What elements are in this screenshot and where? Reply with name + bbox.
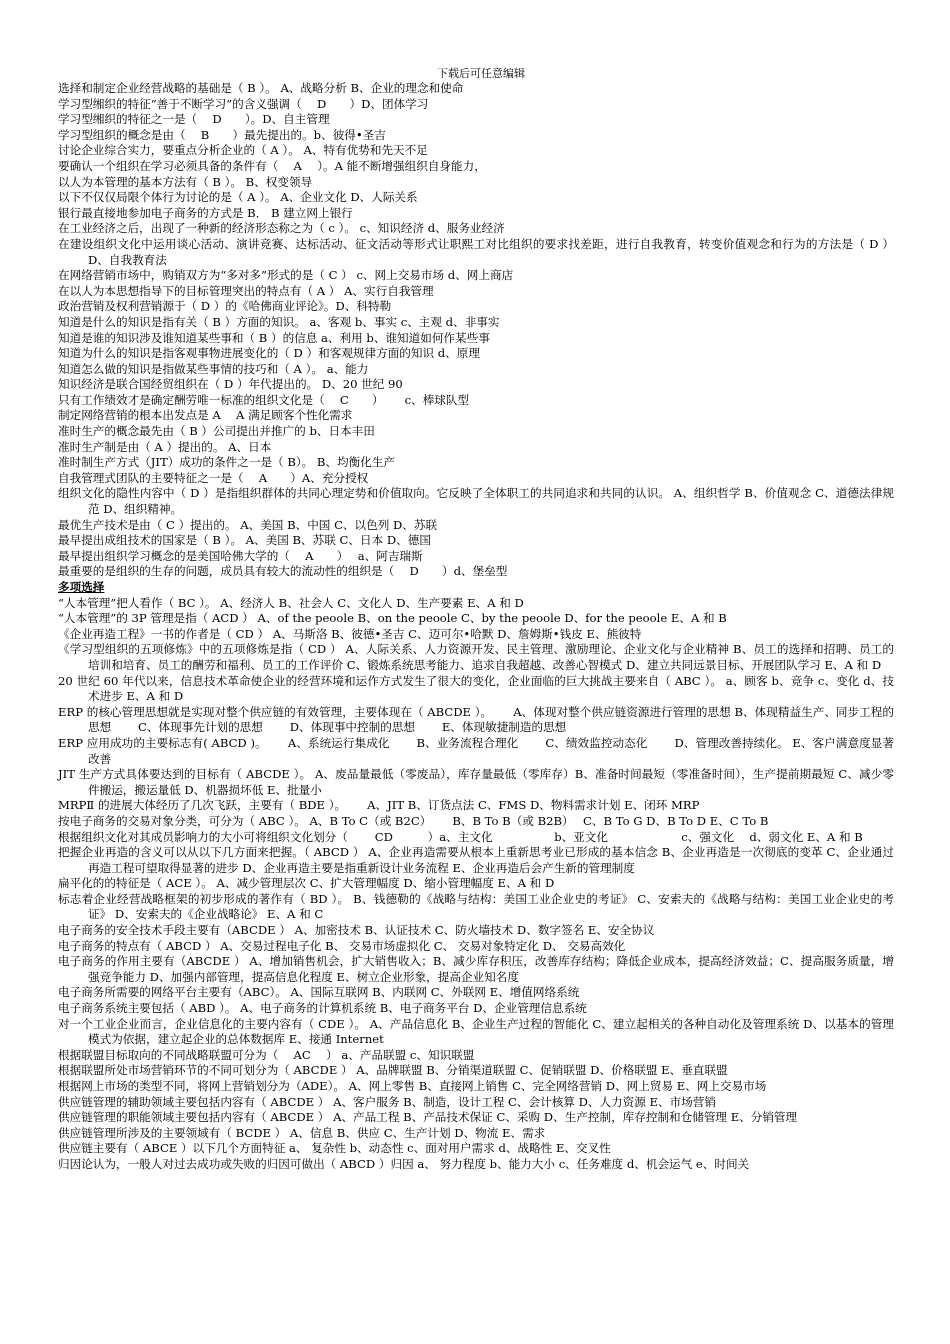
question-line: 电子商务系统主要包括（ ABD ）。 A、电子商务的计算机系统 B、电子商务平台 D、企业管理信息系统 [58,1001,587,1016]
question-line: 20 世纪 60 年代以来，信息技术革命使企业的经营环境和运作方式发生了很大的变化，企业面临的巨大挑战主要来自（ ABC ）。 a、顾客 b、竞争 c、变化 d、技术进步 E、A 和 D [58,673,894,704]
question-line: 组织文化的隐性内容中（ D ）是指组织群体的共同心理定势和价值取向。它反映了全体职工的共同追求和共同的认识。 A、组织哲学 B、价值观念 C、道德法律规范 D、组织精神。 [58,486,894,517]
question-line: 准时生产制是由（ A ）提出的。 A、日本 [58,439,272,454]
question-line: 政治营销及权利营销源于（ D ）的《哈佛商业评论》。D、科特勒 [58,299,392,314]
question-line: 最优生产技术是由（ C ）提出的。 A、美国 B、中国 C、以色列 D、苏联 [58,517,438,532]
question-line: 要确认一个组织在学习必须具备的条件有（ A ）。A 能不断增强组织自身能力， [58,158,486,173]
question-line: 扁平化的的特征是（ ACE ）。 A、减少管理层次 C、扩大管理幅度 D、缩小管理幅度 E、A 和 D [58,876,555,891]
question-line: 选择和制定企业经营战略的基础是（ B ）。 A、战略分析 B、企业的理念和使命 [58,81,464,95]
question-line: 最重要的是组织的生存的问题，成员具有较大的流动性的组织是（ D ）d、堡垒型 [58,564,508,579]
question-line: 准时生产的概念最先由（ B ）公司提出并推广的 b、日本丰田 [58,424,375,439]
question-line: 知道是谁的知识涉及谁知道某些事和（ B ）的信息 a、利用 b、谁知道如何作某些事 [58,330,490,345]
question-line: 按电子商务的交易对象分类，可分为（ ABC ）。 A、B To C（或 B2C） B、B To B（或 B2B） C、B To G D、B To D E、C To B [58,813,769,828]
question-line: 根据网上市场的类型不同，将网上营销划分为（ADE）。 A、网上零售 B、直接网上销售 C、完全网络营销 D、网上贸易 E、网上交易市场 [58,1079,767,1093]
single-choice-list [58,81,894,580]
question-line: 在建设组织文化中运用谈心活动、演讲竞赛、达标活动、征文活动等形式让职熙工对比组织的要求找差距，进行自我教育，转变价值观念和行为的方法是（ D ）D、自我教育法 [58,236,894,267]
question-line: 学习型缃织的特征“善于不断学习”的含义强调（ D ）D、团体学习 [58,96,429,111]
question-line: 银行最直接地参加电子商务的方式是 B． B 建立网上银行 [58,205,353,220]
question-line: 知道为什么的知识是指客观事物进展变化的（ D ）和客观规律方面的知识 d、原理 [58,346,480,361]
question-line: 电子商务的作用主要有（ABCDE ） A、增加销售机会，扩大销售收入；B、减少库存积压，改善库存结构；降低企业成本，提高经济效益；C、提高服务质量，增强竞争能力 D、加强内部管理，提高信息化程度 E、树立企业形象，提高企业知名度 [58,954,894,984]
question-line: 知识经济是联合国经贸组织在（ D ）年代提出的。 D、20 世纪 90 [58,377,403,392]
question-line: 最早提出成组技术的国家是（ B ）。 A、美国 B、苏联 C、日本 D、德国 [58,533,431,548]
question-line: 在工业经济之后，出现了一种新的经济形态称之为（ c ）。 c、知识经济 d、服务业经济 [58,221,505,236]
question-line: 供应链主要有（ ABCE ）以下几个方面特征 a、 复杂性 b、动态性 c、面对用户需求 d、战略性 E、交叉性 [58,1141,611,1156]
question-line: 学习型缃织的特征之一是（ D ）。D、自主管理 [58,112,330,127]
question-line: 讨论企业综合实力，要重点分析企业的（ A ）。 A、特有优势和先天不足 [58,143,428,158]
question-line: “人本管理”把人看作（ BC ）。 A、经济人 B、社会人 C、文化人 D、生产要素 E、A 和 D [58,595,524,610]
multi-choice-list [58,596,894,1173]
question-line: 在以人为本思想指导下的目标管理突出的特点有（ A ） A、实行自我管理 [58,283,434,298]
question-line: 《学习型组织的五项修炼》中的五项修炼是指（ CD ） A、人际关系、人力资源开发、民主管理、激励理论、企业文化与企业精神 B、员工的选择和招聘、员工的培训和培育、员工的酬劳和福利、员工的工作评价 C、锻炼系统思考能力、追求自我超越、改善心智模式 D、建立共同远景目标、开展团队学习 E、A 和 D [58,642,894,672]
question-line: 归因论认为，一般人对过去成功或失败的归因可做出（ ABCD ）归因 a、 努力程度 b、能力大小 c、任务难度 d、机会运气 e、时间关 [58,1156,750,1171]
question-line: 学习型组织的概念是由（ B ）最先提出的。b、彼得•圣吉 [58,127,386,142]
question-line: 根据联盟目标取向的不同战略联盟可分为（ AC ） a、产品联盟 c、知识联盟 [58,1047,475,1062]
question-line: 《企业再造工程》一书的作者是（ CD ） A、马斯洛 B、彼德•圣吉 C、迈可尔•哈默 D、詹姆斯•钱皮 E、熊彼特 [58,626,642,641]
question-line: 标志着企业经营战略框架的初步形成的著作有（ BD ）。 B、钱德勒的《战略与结构：美国工业企业史的考证》 C、安索夫的《战略与结构：美国工业企业史的考证》 D、安索夫的《企业战略论》 E、A 和 C [58,891,894,922]
section-title-multi: 多项选择 [58,580,105,594]
question-line: 对一个工业企业而言，企业信息化的主要内容有（ CDE ）。 A、产品信息化 B、企业生产过程的智能化 C、建立起相关的各种自动化及管理系统 D、以基本的管理模式为依据，建立起企业的总体数据库 E、接通 Internet [58,1016,894,1047]
question-line: 最早提出组织学习概念的是美国哈佛大学的（ A ） a、阿吉瑞斯 [58,548,423,563]
question-line: 制定网络营销的根本出发点是 A A 满足顾客个性化需求 [58,408,353,423]
question-line: “人本管理”的 3P 管理是指（ ACD ） A、of the peoole B、on the peoole C、by the peoole D、for the peoole E、A 和 B [58,611,727,626]
question-line: 知道是什么的知识是指有关（ B ）方面的知识。 a、客观 b、事实 c、主观 d、非事实 [58,314,500,329]
question-line: 根据联盟所处市场营销环节的不同可划分为（ ABCDE ） A、品牌联盟 B、分销渠道联盟 C、促销联盟 D、价格联盟 E、垂直联盟 [58,1063,728,1078]
question-line: 知道怎么做的知识是指做某些事情的技巧和（ A ）。 a、能力 [58,361,369,376]
question-line: MRPⅡ 的进展大体经历了几次飞跃，主要有（ BDE ）。 A、JIT B、订货点法 C、FMS D、物料需求计划 E、闭环 MRP [58,798,700,813]
question-line: 准时制生产方式（JIT）成功的条件之一是（ B）。 B、均衡化生产 [58,455,396,470]
question-line: ERP 的核心管理思想就是实现对整个供应链的有效管理，主要体现在（ ABCDE ）。 A、体现对整个供应链资源进行管理的思想 B、体现精益生产、同步工程的思想 C、体现事先计划的思想 D、体现事中控制的思想 E、体现敏捷制造的思想 [58,704,894,735]
question-line: 电子商务所需要的网络平台主要有（ABC）。 A、国际互联网 B、内联网 C、外联网 E、增值网络系统 [58,985,580,1000]
question-line: 电子商务的特点有（ ABCD ） A、交易过程电子化 B、 交易市场虚拟化 C、 交易对象特定化 D、 交易高效化 [58,938,626,953]
question-line: 根据组织文化对其成员影响力的大小可将组织文化划分（ CD ）a、主文化 b、亚文化 c、强文化 d、弱文化 E、A 和 B [58,829,863,844]
question-line: 自我管理式团队的主要特征之一是（ A ）A、充分授权 [58,470,369,485]
question-line: ERP 应用成功的主要标志有( ABCD )。 A、系统运行集成化 B、业务流程合理化 C、绩效监控动态化 D、管理改善持续化。 E、客户满意度显著改善 [58,735,894,766]
question-line: JIT 生产方式具体要达到的目标有（ ABCDE ）。 A、废品量最低（零废品），库存量最低（零库存）B、准备时间最短（零准备时间），生产提前期最短 C、减少零件搬运，搬运量低 D、机器损坏低 E、批量小 [58,767,894,797]
question-line: 只有工作绩效才是确定酬劳唯一标准的组织文化是（ C ） c、棒球队型 [58,392,470,407]
question-line: 以人为本管理的基本方法有（ B ）。 B、权变领导 [58,174,313,189]
document-page [58,66,894,1173]
question-line: 供应链管理的职能领域主要包括内容有（ ABCDE ） A、产品工程 B、产品技术保证 C、采购 D、生产控制，库存控制和仓储管理 E、分销管理 [58,1110,798,1125]
question-line: 在网络营销市场中，购销双方为“多对多”形式的是（ C ） c、网上交易市场 d、网上商店 [58,268,514,283]
question-line: 以下不仅仅局限个体行为讨论的是（ A ）。 A、企业文化 D、人际关系 [58,190,418,205]
question-line: 电子商务的安全技术手段主要有（ABCDE ） A、加密技术 B、认证技术 C、防火墙技术 D、数字签名 E、安全协议 [58,923,655,938]
question-line: 把握企业再造的含义可以从以下几方面来把握。（ ABCD ） A、企业再造需要从根本上重新思考业已形成的基本信念 B、企业再造是一次彻底的变革 C、企业通过再造工程可望取得显著的进步 D、企业再造主要是指重新设计业务流程 E、企业再造后会产生新的管理制度 [58,845,894,875]
question-line: 供应链管理所涉及的主要领域有（ BCDE ） A、信息 B、供应 C、生产计划 D、物流 E、需求 [58,1125,546,1140]
page-header: 下载后可任意编辑 [437,67,525,80]
question-line: 供应链管理的辅助领域主要包括内容有（ ABCDE ） A、客户服务 B、制造，设计工程 C、会计核算 D、人力资源 E、市场营销 [58,1094,716,1109]
